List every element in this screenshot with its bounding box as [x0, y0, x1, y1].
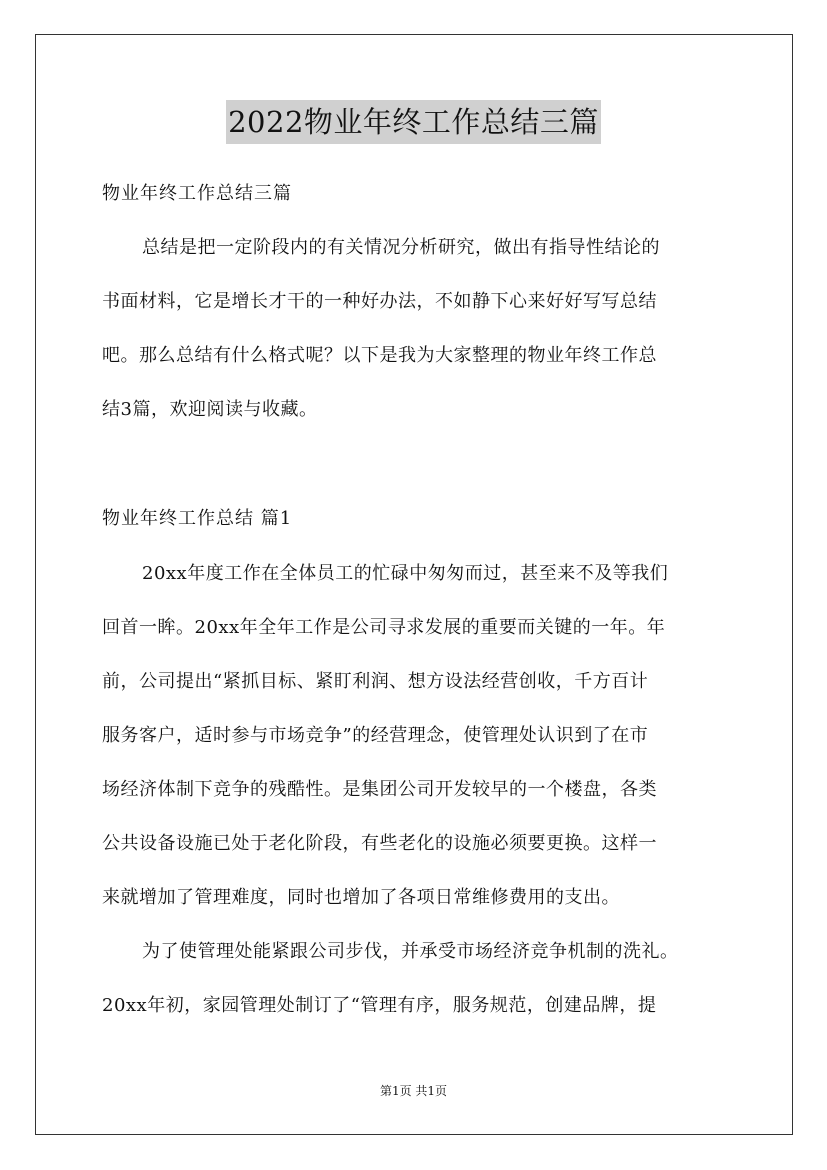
- paragraph-line: 回首一眸。20xx年全年工作是公司寻求发展的重要而关键的一年。年: [102, 617, 666, 638]
- paragraph-line: 公共设备设施已处于老化阶段，有些老化的设施必须要更换。这样一: [102, 833, 657, 854]
- paragraph-line: 前，公司提出“紧抓目标、紧盯利润、想方设法经营创收，千方百计: [102, 671, 649, 692]
- paragraph-line: 服务客户，适时参与市场竞争”的经营理念，使管理处认识到了在市: [102, 725, 649, 746]
- intro-line: 结3篇，欢迎阅读与收藏。: [102, 399, 318, 420]
- page-number: 第1页 共1页: [379, 1084, 448, 1098]
- paragraph-line: 20xx年度工作在全体员工的忙碌中匆匆而过，甚至来不及等我们: [142, 563, 669, 584]
- document-subtitle: 物业年终工作总结三篇: [102, 183, 292, 204]
- document-title: 2022物业年终工作总结三篇: [226, 100, 601, 144]
- title-container: [0, 100, 827, 144]
- intro-line: 书面材料，它是增长才干的一种好办法，不如静下心来好好写写总结: [102, 291, 657, 312]
- intro-line: 吧。那么总结有什么格式呢？以下是我为大家整理的物业年终工作总: [102, 345, 657, 366]
- intro-line: 总结是把一定阶段内的有关情况分析研究，做出有指导性结论的: [142, 237, 660, 258]
- paragraph-line: 为了使管理处能紧跟公司步伐，并承受市场经济竞争机制的洗礼。: [142, 941, 679, 962]
- paragraph-line: 20xx年初，家园管理处制订了“管理有序，服务规范，创建品牌，提: [102, 995, 657, 1016]
- paragraph-line: 来就增加了管理难度，同时也增加了各项日常维修费用的支出。: [102, 887, 620, 908]
- section-heading: 物业年终工作总结 篇1: [102, 508, 293, 529]
- paragraph-line: 场经济体制下竞争的残酷性。是集团公司开发较早的一个楼盘，各类: [102, 779, 657, 800]
